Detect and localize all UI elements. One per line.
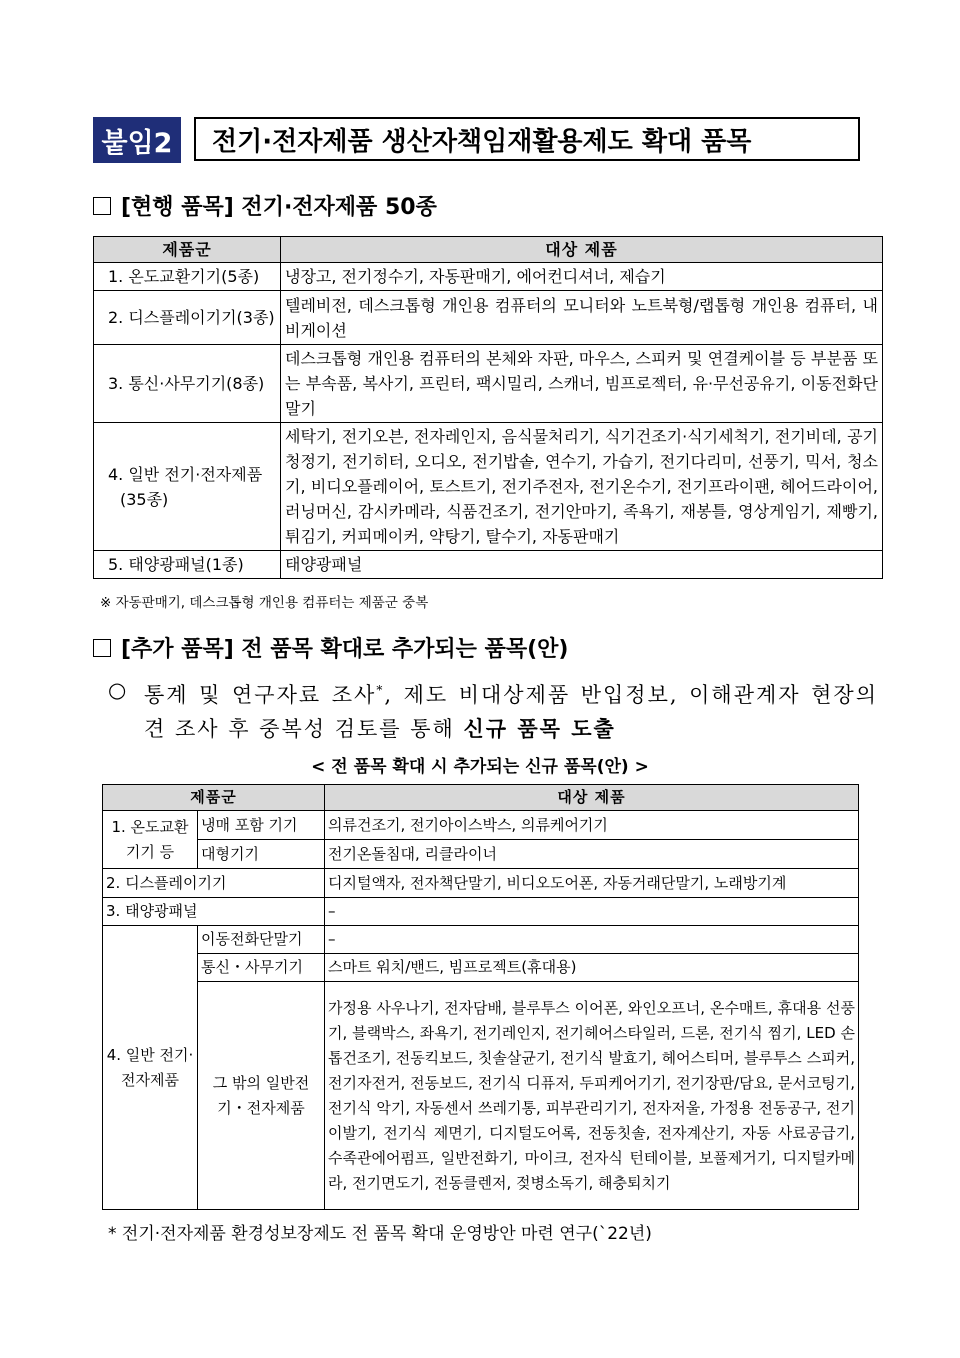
page-title: 전기·전자제품 생산자책임재활용제도 확대 품목	[194, 117, 860, 161]
group-count: (35종)	[120, 489, 169, 509]
table2-caption: < 전 품목 확대 시 추가되는 신규 품목(안) >	[311, 757, 649, 777]
checkbox-icon	[93, 639, 111, 657]
group-cell	[94, 423, 281, 551]
products-cell: 디지털액자, 전자책단말기, 비디오도어폰, 자동거래단말기, 노래방기계	[325, 869, 859, 898]
table-row	[103, 869, 859, 898]
group-cell: 2. 디스플레이기기(3종)	[94, 291, 281, 345]
products-cell: 냉장고, 전기정수기, 자동판매기, 에어컨디셔너, 제습기	[281, 263, 883, 291]
bullet-text-mid: , 제도 비대상제품 반입정보, 이해관계자 현장의견 조사 후 중복성 검토를 통해	[144, 683, 878, 741]
section1-heading-text: [현행 품목] 전기·전자제품 50종	[121, 195, 437, 220]
subgroup-cell: 이동전화단말기	[198, 926, 325, 954]
header-products: 대상 제품	[325, 785, 859, 811]
bullet-text-bold: 신규 품목 도출	[463, 716, 616, 741]
products-cell: 전기온돌침대, 리클라이너	[325, 840, 859, 869]
table-row	[103, 926, 859, 954]
table-row	[103, 811, 859, 840]
group-cell: 3. 태양광패널	[103, 898, 325, 926]
header-group: 제품군	[94, 237, 281, 263]
group-cell: 2. 디스플레이기기	[103, 869, 325, 898]
table-row	[103, 954, 859, 982]
table-row	[94, 551, 883, 579]
bullet-text-pre: 통계 및 연구자료 조사	[144, 683, 377, 707]
checkbox-icon	[93, 197, 111, 215]
subgroup-cell: 통신・사무기기	[198, 954, 325, 982]
products-cell: 의류건조기, 전기아이스박스, 의류케어기기	[325, 811, 859, 840]
bullet-paragraph	[108, 673, 878, 746]
header-group: 제품군	[103, 785, 325, 811]
section1-heading	[93, 190, 437, 221]
group-cell: 1. 온도교환기기(5종)	[94, 263, 281, 291]
section2-footnote: * 전기·전자제품 환경성보장제도 전 품목 확대 운영방안 마련 연구(`22년)	[108, 1224, 652, 1244]
table-row	[103, 898, 859, 926]
header-products: 대상 제품	[281, 237, 883, 263]
current-items-table	[93, 236, 883, 579]
section2-heading-text: [추가 품목] 전 품목 확대로 추가되는 품목(안)	[121, 637, 569, 662]
table-header-row	[94, 237, 883, 263]
subgroup-cell: 대형기기	[198, 840, 325, 869]
group-cell: 5. 태양광패널(1종)	[94, 551, 281, 579]
circle-bullet-icon: ○	[108, 678, 127, 702]
products-cell: 스마트 워치/밴드, 빔프로젝트(휴대용)	[325, 954, 859, 982]
products-cell: 태양광패널	[281, 551, 883, 579]
bullet-footnote-mark: *	[376, 683, 385, 697]
table-row	[94, 423, 883, 551]
group-cell: 4. 일반 전기·전자제품	[103, 926, 198, 1210]
table-row	[103, 982, 859, 1210]
products-cell: –	[325, 926, 859, 954]
table-row	[94, 263, 883, 291]
products-cell: 텔레비전, 데스크톱형 개인용 컴퓨터의 모니터와 노트북형/랩톱형 개인용 컴퓨터, 내비게이션	[281, 291, 883, 345]
table-row	[103, 840, 859, 869]
group-cell: 3. 통신·사무기기(8종)	[94, 345, 281, 423]
section1-note: ※ 자동판매기, 데스크톱형 개인용 컴퓨터는 제품군 중복	[100, 595, 429, 611]
title-badge: 붙임2	[93, 117, 181, 163]
products-cell: –	[325, 898, 859, 926]
subgroup-cell: 냉매 포함 기기	[198, 811, 325, 840]
table-header-row	[103, 785, 859, 811]
table-row	[94, 291, 883, 345]
section2-heading	[93, 632, 568, 663]
table-row	[94, 345, 883, 423]
subgroup-cell: 그 밖의 일반전기・전자제품	[198, 982, 325, 1210]
group-label: 4. 일반 전기·전자제품	[108, 464, 263, 484]
products-cell: 세탁기, 전기오븐, 전자레인지, 음식물처리기, 식기건조기·식기세척기, 전기비데, 공기청정기, 전기히터, 오디오, 전기밥솥, 연수기, 가습기, 전기다리미, 선풍기, 믹서, 청소기, 비디오플레이어, 토스트기, 전기주전자, 전기온수기, 전기프라이팬, 헤어드라이어, 러닝머신, 감시카메라, 식품건조기, 전기안마기, 족욕기, 재봉틀, 영상게임기, 제빵기, 튀김기, 커피메이커, 약탕기, 탈수기, 자동판매기	[281, 423, 883, 551]
group-cell: 1. 온도교환기기 등	[103, 811, 198, 869]
added-items-table	[102, 784, 859, 1210]
products-cell: 데스크톱형 개인용 컴퓨터의 본체와 자판, 마우스, 스피커 및 연결케이블 등 부분품 또는 부속품, 복사기, 프린터, 팩시밀리, 스캐너, 빔프로젝터, 유·무선공유기, 이동전화단말기	[281, 345, 883, 423]
products-cell: 가정용 사우나기, 전자담배, 블루투스 이어폰, 와인오프너, 온수매트, 휴대용 선풍기, 블랙박스, 좌욕기, 전기레인지, 전기헤어스타일러, 드론, 전기식 찜기, LED 손톱건조기, 전동킥보드, 칫솔살균기, 전기식 발효기, 헤어스티머, 블루투스 스피커, 전기자전거, 전동보드, 전기식 디퓨저, 두피케어기기, 전기장판/담요, 문서코팅기, 전기식 악기, 자동센서 쓰레기통, 피부관리기기, 전자저울, 가정용 전동공구, 전기이발기, 전기식 제면기, 디지털도어록, 전동칫솔, 전자계산기, 자동 사료공급기, 수족관에어펌프, 일반전화기, 마이크, 전자식 턴테이블, 보풀제거기, 디지털카메라, 전기면도기, 전동클렌저, 젖병소독기, 해충퇴치기	[325, 982, 859, 1210]
